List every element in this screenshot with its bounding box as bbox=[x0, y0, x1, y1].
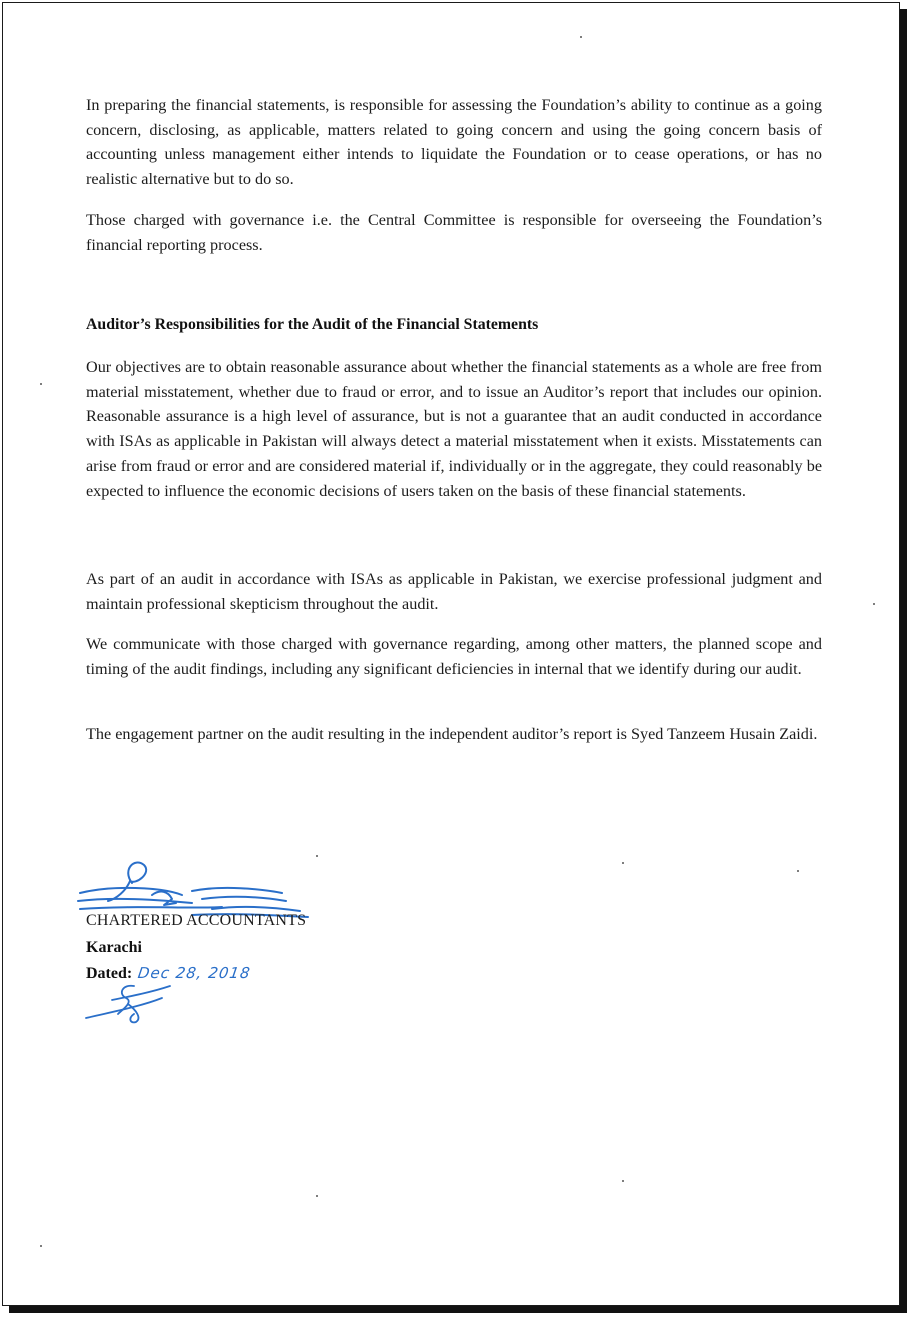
paragraph-communication: We communicate with those charged with governance regarding, among other matters, the planned scope and timing of the audit findings, including any significant deficiencies in internal that we identify during our audit. bbox=[86, 635, 822, 678]
scan-speck bbox=[316, 855, 318, 857]
paragraph-objectives: Our objectives are to obtain reasonable assurance about whether the financial statements as a whole are free from material misstatement, whether due to fraud or error, and to issue an Auditor’s report that includes our opinion. Reasonable assurance is a high level of assurance, but is not a guarantee that an audit conducted in accordance with ISAs as applicable in Pakistan will always detect a material misstatement when it exists. Misstatements can arise from fraud or error and are considered material if, individually or in the aggregate, they could reasonably be expected to influence the economic decisions of users taken on the basis of these financial statements. bbox=[86, 358, 822, 500]
paragraph-professional-judgment: As part of an audit in accordance with ISAs as applicable in Pakistan, we exercise professional judgment and maintain professional skepticism throughout the audit. bbox=[86, 570, 822, 613]
scan-speck bbox=[40, 1245, 42, 1247]
scan-speck bbox=[316, 1195, 318, 1197]
dated-label: Dated: bbox=[86, 965, 133, 982]
paragraph-engagement-partner: The engagement partner on the audit resulting in the independent auditor’s report is Syed Tanzeem Husain Zaidi. bbox=[86, 725, 818, 743]
section-heading: Auditor’s Responsibilities for the Audit of the Financial Statements bbox=[86, 316, 539, 333]
city: Karachi bbox=[86, 939, 142, 956]
paragraph-going-concern: In preparing the financial statements, is responsible for assessing the Foundation’s ability to continue as a going concern, disclosing, as applicable, matters related to going concern and using the going concern basis of accounting unless management either intends to liquidate the Foundation or to cease operations, or has no realistic alternative but to do so. bbox=[86, 96, 822, 189]
scan-speck bbox=[622, 862, 624, 864]
scan-speck bbox=[797, 870, 799, 872]
scan-speck bbox=[873, 603, 875, 605]
scan-speck bbox=[622, 1180, 624, 1182]
dated-value: Dec 28, 2018 bbox=[136, 964, 253, 982]
scan-speck bbox=[40, 383, 42, 385]
paragraph-governance: Those charged with governance i.e. the Central Committee is responsible for overseeing the Foundation’s financial reporting process. bbox=[86, 211, 822, 254]
initials-icon bbox=[82, 980, 182, 1028]
firm-name: CHARTERED ACCOUNTANTS bbox=[86, 912, 307, 929]
scan-speck bbox=[580, 36, 582, 38]
